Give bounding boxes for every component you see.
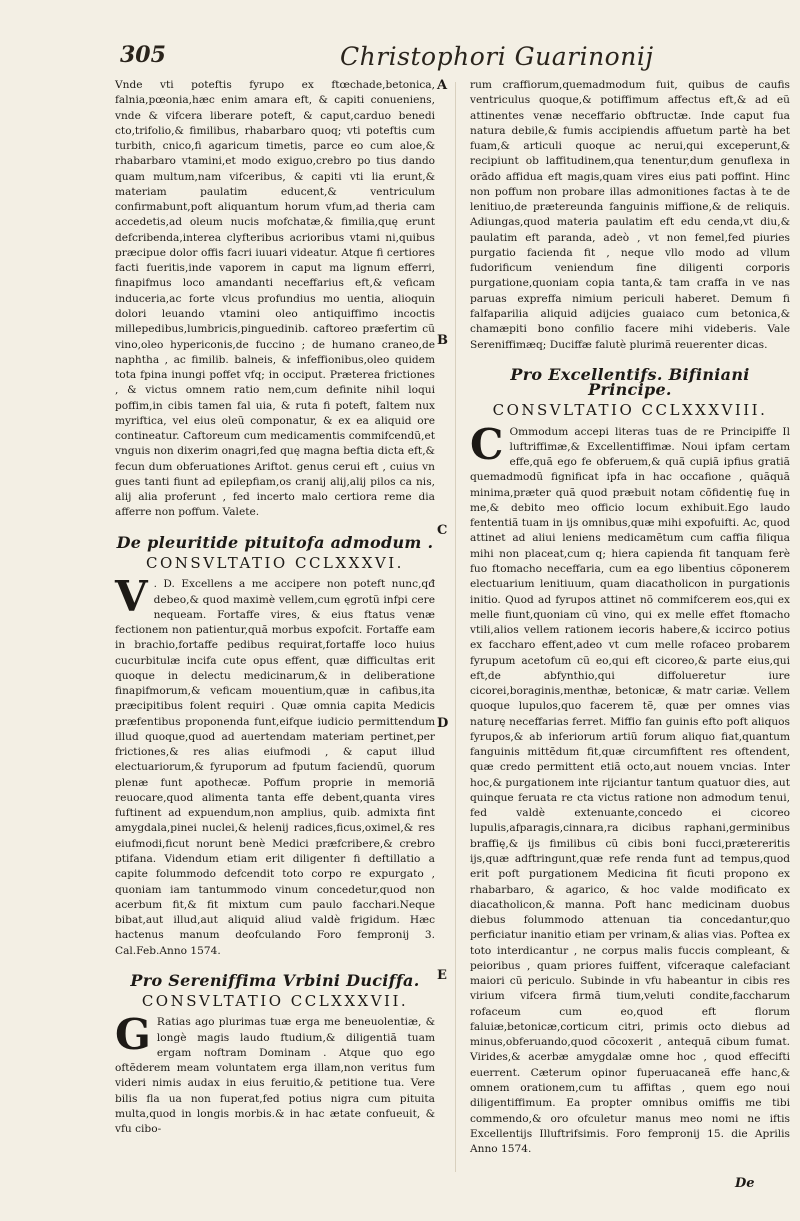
left-paragraph-2 — [115, 572, 435, 959]
consultation-heading-288: CONSVLTATIO CCLXXXVIII. — [492, 401, 768, 420]
left-paragraph-3-text: Ratias ago plurimas tuæ erga me beneuolentiæ, & longè magis laudo ftudium,& diligentiã tuam ergam noftram Dominam . Atque quo ego oftẽderem meam voluntatem erga illam,non veritus fum videri nimis audax in eius feruitio,& petitione tua. Vere bilis fla ua non fuperat,fed potius nigra cum pituita multa,quod in longis morbis.& in hac ætate confueuit, & vfu cibo- — [115, 1016, 435, 1136]
right-paragraph-1: rum craffiorum,quemadmodum fuit, quibus de caufis ventriculus quoque,& potiffimum affectus eft,& ad eũ attinentes venæ neceffario obftructæ. Inde caput fua natura debile,& fumis accipiendis affuetum partè ha bet fuam,& articuli quoque ac nerui,qui exceperunt,& recipiunt ob laffitudinem,qua tenentur,dum genuflexa in orãdo affidua eft magis,quam vires eius pati poffint. Hinc non poffum non probare illas admonitiones factas à te de lenitiuo,de prætereunda fanguinis miffione,& de reliquis. Adiungas,quod materia paulatim eft edu cenda,vt diu,& paulatim eft paranda, adeò , vt non femel,fed piuries purgatio facienda fit , neque vllo modo ad vllum fudorificum veniendum fine diligenti corporis purgatione,quoniam copia tanta,& tam craffa in ve nas paruas expreffa nimium periculi haberet. Demum fi falfaparilia aliquid adijcies guaiaco cum betonica,& chamæpiti bono confilio facere mihi videberis. Vale Sereniffimæq; Duciffæ falutè plurimã reuerenter dicas. — [470, 79, 790, 351]
margin-letter-d: D — [437, 716, 449, 731]
left-paragraph-3 — [115, 1010, 435, 1137]
margin-letters — [437, 78, 459, 1178]
drop-cap-c: C — [470, 419, 504, 469]
left-paragraph-2-text: . D. Excellens a me accipere non poteft nunc,qđ debeo,& quod maximè vellem,cum ęgrotũ infpi cere nequeam. Fortaffe vires, & eius ftatus venæ fectionem non patientur,quã morbus expofcit. Fortaffe eam in brachio,fortaffe pedibus requirat,fortaffe loco huius cucurbitulæ incifa cute opus effent, quæ difficultas erit quoque in delectu medicinarum,& in deliberatione finapifmorum,& veficam mouentium,quæ in cafibus,ita præcipitibus folent requiri . Quæ omnia capita Medicis præfentibus proponenda funt,eifque iudicio permittendum illud quoque,quod ad auertendam materiam pertinet,per frictiones,& res alias eiufmodi , & caput illud electuariorum,& fyruporum ad fputum faciendũ, quorum plenæ funt apothecæ. Poffum proprie in memoriã reuocare,quod alimenta tanta effe debent,quanta vires fuftinent ad expuendum,non amplius, quib. admixta fint amygdala,pinei nuclei,& helenij radices,ficus,oximel,& res eiufmodi,ficut norunt benè Medici præfcribere,& crebro ptifana. Videndum etiam erit diligenter fi deftillatio a capite folummodo defcendit toto corpo re expurgato , quoniam iam tantummodo vinum concedetur,quod non acerbum fit,& fit mixtum cum paulo facchari.Neque bibat,aut illud,aut aliquid aliud valdè frigidum. Hæc hactenus manum deofculando Foro fempronij 3. Cal.Feb.Anno 1574. — [115, 578, 435, 957]
drop-cap-v: V — [115, 572, 148, 622]
page-number: 305 — [120, 42, 166, 68]
consultation-heading-286: CONSVLTATIO CCLXXXVI. — [146, 553, 404, 572]
section-title-bisiniani: Pro Excellentifs. Bifiniani Principe. — [510, 364, 750, 400]
catchword: De — [735, 1176, 755, 1191]
left-column — [115, 78, 435, 1140]
right-column — [470, 78, 790, 1159]
margin-letter-c: C — [437, 523, 448, 538]
drop-cap-g: G — [115, 1010, 151, 1060]
left-paragraph-1: Vnde vti poteftis fyrupo ex ftœchade,betonica, falnia,pœonia,hæc enim amara eft, & capiti conueniens, vnde & vifcera liberare poteft, & caput,carduo benedi cto,trifolio,& fimilibus, rhabarbaro quoq; vti poteftis cum turbith, cnico,fi agaricum timetis, parce eo cum aloe,& rhabarbaro vtamini,et modo exiguo,crebro po tius dando quam multum,nam vifceribus, & capiti vti lia erunt,& materiam paulatim educent,& ventriculum confirmabunt,poft aliquantum horum vfum,ad theria cam accedetis,ad oleum nucis mofchatæ,& fimilia,quę erunt defcribenda,interea clyfteribus acrioribus vtami ni,quibus præcipue dolor offis facri iuuari videatur. Atque fi certiores facti fueritis,inde vaporem in caput ma lignum efferri, finapifmus loco amandanti neceffarius eft,& veficam induceria,ac forte vlcus profundius mo uentia, alioquin dolori leuando vtamini oleo antiquiffimo incoctis millepedibus,lumbricis,pinguedinib. caftoreo præfertim cũ vino,oleo hypericonis,de fuccino ; de humano craneo,de naphtha , ac fimilib. balneis, & infeffionibus,oleo quidem tota fpina inungi poffet vfq; in occiput. Præterea frictiones , & victus omnem ratio nem,cum definite nihil loqui poffim,in cibis tamen fal uia, & ruta fi poteft, faltem nux myriftica, vel eius oleũ componatur, & ex ea aliquid ore contineatur. Caftoreum cum medicamentis commifcendũ,et vnguis non dixerim onagri,fed quę magna beftia dicta eft,& fecun dum obferuationes Ariftot. genus cerui eft , cuius vn gues tanti fiunt ad epilepfiam,os cranij alij,alij pilos ca nis, alij alia proferunt , fed incerto malo certiora reme dia afferre non poffum. Valete. — [115, 79, 435, 519]
right-paragraph-2 — [470, 419, 790, 1158]
section-title-urbini: Pro Sereniffima Vrbini Duciffa. — [130, 970, 420, 990]
running-title: Christophori Guarinonij — [340, 42, 654, 71]
page-header — [120, 42, 720, 76]
margin-letter-b: B — [437, 333, 448, 348]
margin-letter-e: E — [437, 968, 447, 983]
margin-letter-a: A — [437, 78, 448, 93]
right-paragraph-2-text: Ommodum accepi literas tuas de re Principiffe Il luftriffimæ,& Excellentiffimæ. Noui ipfam certam effe,quã ego fe obferuem,& quã cupiã ipfius gratiã quemadmodũ fignificat ipfa in hac occafione , quãquã minima,præter quã quod præbuit notam cõfidentię fuę in me,& debito meo officio locum exhibuit.Ego laudo fententiã tuam in ijs omnibus,quæ mihi expofuifti. Ac, quod attinet ad aliui leniens medicamẽtum cum caffia filiqua mihi non placeat,cum q; hiera capienda fit tanquam ferè fuo ftomacho neceffaria, cum ea ego libentius cõponerem electuarium lenitiuum, quam diacatholicon in purgationis initio. Quod ad fyrupos attinet nõ commifcerem eos,qui ex melle fiunt,quoniam cũ vino, qui ex melle effet ftomacho vtili,alios vellem rationem iecoris habere,& iccirco potius ex faccharo effent,adeo vt cum melle rofaceo probarem fyrupum acetofum cũ eo,qui eft cicoreo,& parte eius,qui eft,de abfynthio,qui diffolueretur iure cicorei,boraginis,menthæ, betonicæ, & matr cariæ. Vellem quoque lupulos,quo facerem tẽ, quæ per omnes vias naturę neceffarias ferret. Miffio fan guinis efto poft aliquos fyrupos,& ab inferiorum artiũ forum aliquo fiat,quantum fanguinis mittẽdum fit,quæ circumfiftent res oftendent, quæ credo permittent etiã octo,aut nouem vncias. Inter hoc,& purgationem inte rijciantur tantum quatuor dies, aut quinque feruata re cta victus ratione non admodum tenui, fed valdè extenuante,concedo ei cicoreo lupulis,afparagis,cinnara,ra dicibus raphani,germinibus braffię,& ijs fimilibus cũ cibis boni fucci,prætereritis ijs,quæ adftringunt,quæ refe renda funt ad tempus,quod erit poft purgationem Medicina fit ficuti propono ex rhabarbaro, & agarico, & hoc valde modificato ex diacatholicon,& manna. Poft hanc medicinam duobus diebus folummodo attenuan tia concedantur,quo perficiatur inanitio etiam per vrinam,& alias vias. Poftea ex toto interdicantur , ne corpus malis fuccis compleant, & peioribus , quam priores fuiffent, vifceraque calefaciant maiori cũ periculo. Subinde in vfu habeantur in cibis res virium vifcera firmã tium,veluti condite,faccharum rofaceum cum eo,quod eft florum faluiæ,betonicæ,corticum citri, primis octo diebus ad minus,obferuando,quod cõcoxerit , antequã cibum fumat. Virides,& acerbæ amygdalæ omne hoc , quod effecifti euerrent. Cæterum opinor fuperuacaneã effe hanc,& omnem orationem,cum tu affiftas , quem ego noui diligentiffimum. Ea propter omnibus omiffis me tibi commendo,& oro ofculetur manus meo nomi ne iftis Excellentijs Illuftrifsimis. Foro fempronij 15. die Aprilis Anno 1574. — [470, 425, 790, 1156]
section-title-pleuritide: De pleuritide pituitofa admodum . — [116, 532, 434, 552]
consultation-heading-287: CONSVLTATIO CCLXXXVII. — [141, 992, 409, 1011]
